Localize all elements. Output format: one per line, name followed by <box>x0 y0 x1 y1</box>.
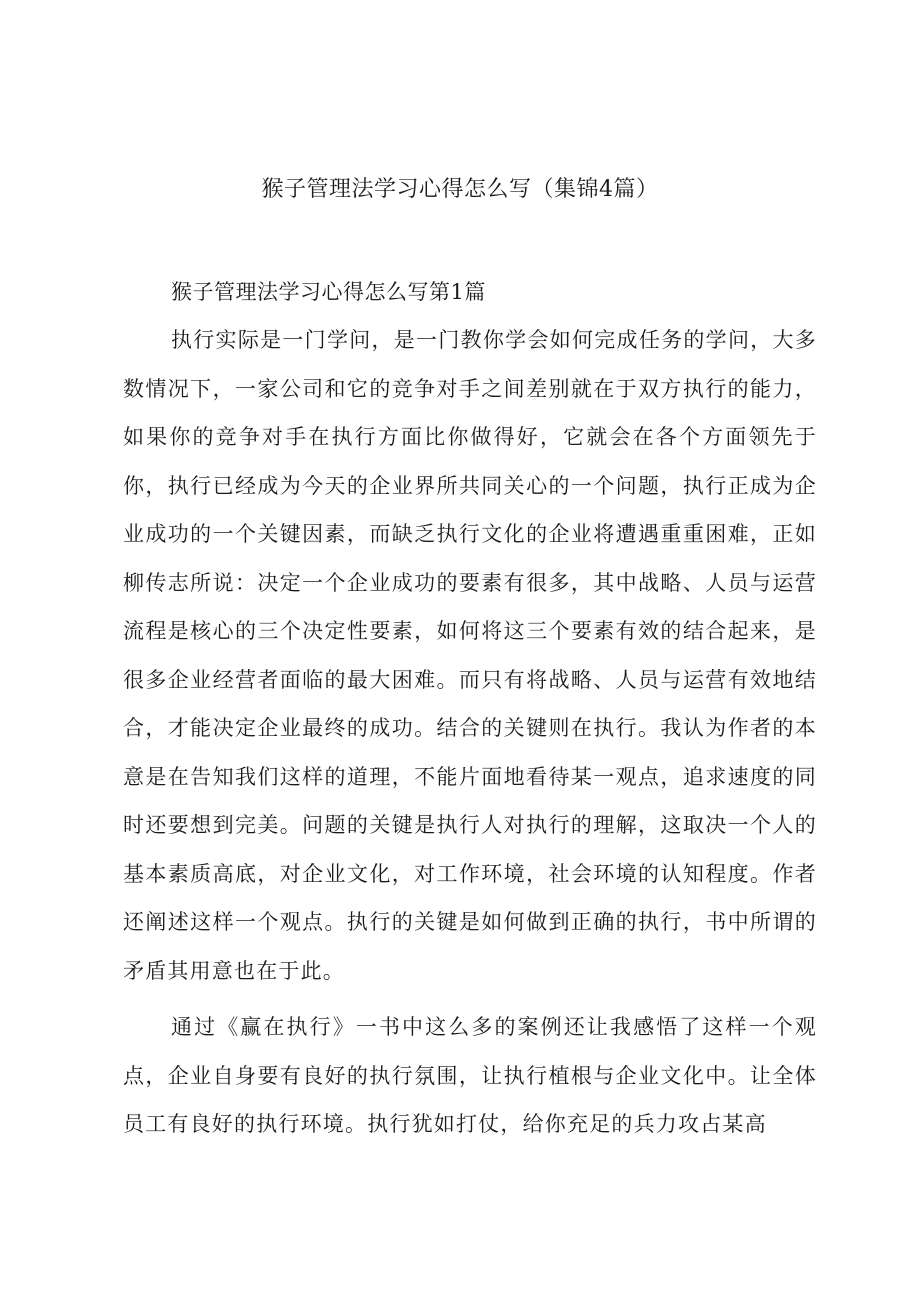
section-heading: 猴子管理法学习心得怎么写第1篇 <box>171 280 486 304</box>
document-body <box>123 268 817 1149</box>
body-paragraph-2: 通过《赢在执行》一书中这么多的案例还让我感悟了这样一个观点，企业自身要有良好的执行氛围，让执行植根与企业文化中。让全体员工有良好的执行环境。执行犹如打仗，给你充足的兵力攻占某高 <box>123 1015 817 1136</box>
body-paragraph-1: 执行实际是一门学问，是一门教你学会如何完成任务的学问，大多数情况下，一家公司和它的竞争对手之间差别就在于双方执行的能力，如果你的竞争对手在执行方面比你做得好，它就会在各个方面领先于你，执行已经成为今天的企业界所共同关心的一个问题，执行正成为企业成功的一个关键因素，而缺乏执行文化的企业将遭遇重重困难，正如柳传志所说：决定一个企业成功的要素有很多，其中战略、人员与运营流程是核心的三个决定性要素，如何将这三个要素有效的结合起来，是很多企业经营者面临的最大困难。而只有将战略、人员与运营有效地结合，才能决定企业最终的成功。结合的关键则在执行。我认为作者的本意是在告知我们这样的道理，不能片面地看待某一观点，追求速度的同时还要想到完美。问题的关键是执行人对执行的理解，这取决一个人的基本素质高底，对企业文化，对工作环境，社会环境的认知程度。作者还阐述这样一个观点。执行的关键是如何做到正确的执行，书中所谓的矛盾其用意也在于此。 <box>123 328 817 983</box>
document-title: 猴子管理法学习心得怎么写（集锦4篇） <box>261 177 659 202</box>
